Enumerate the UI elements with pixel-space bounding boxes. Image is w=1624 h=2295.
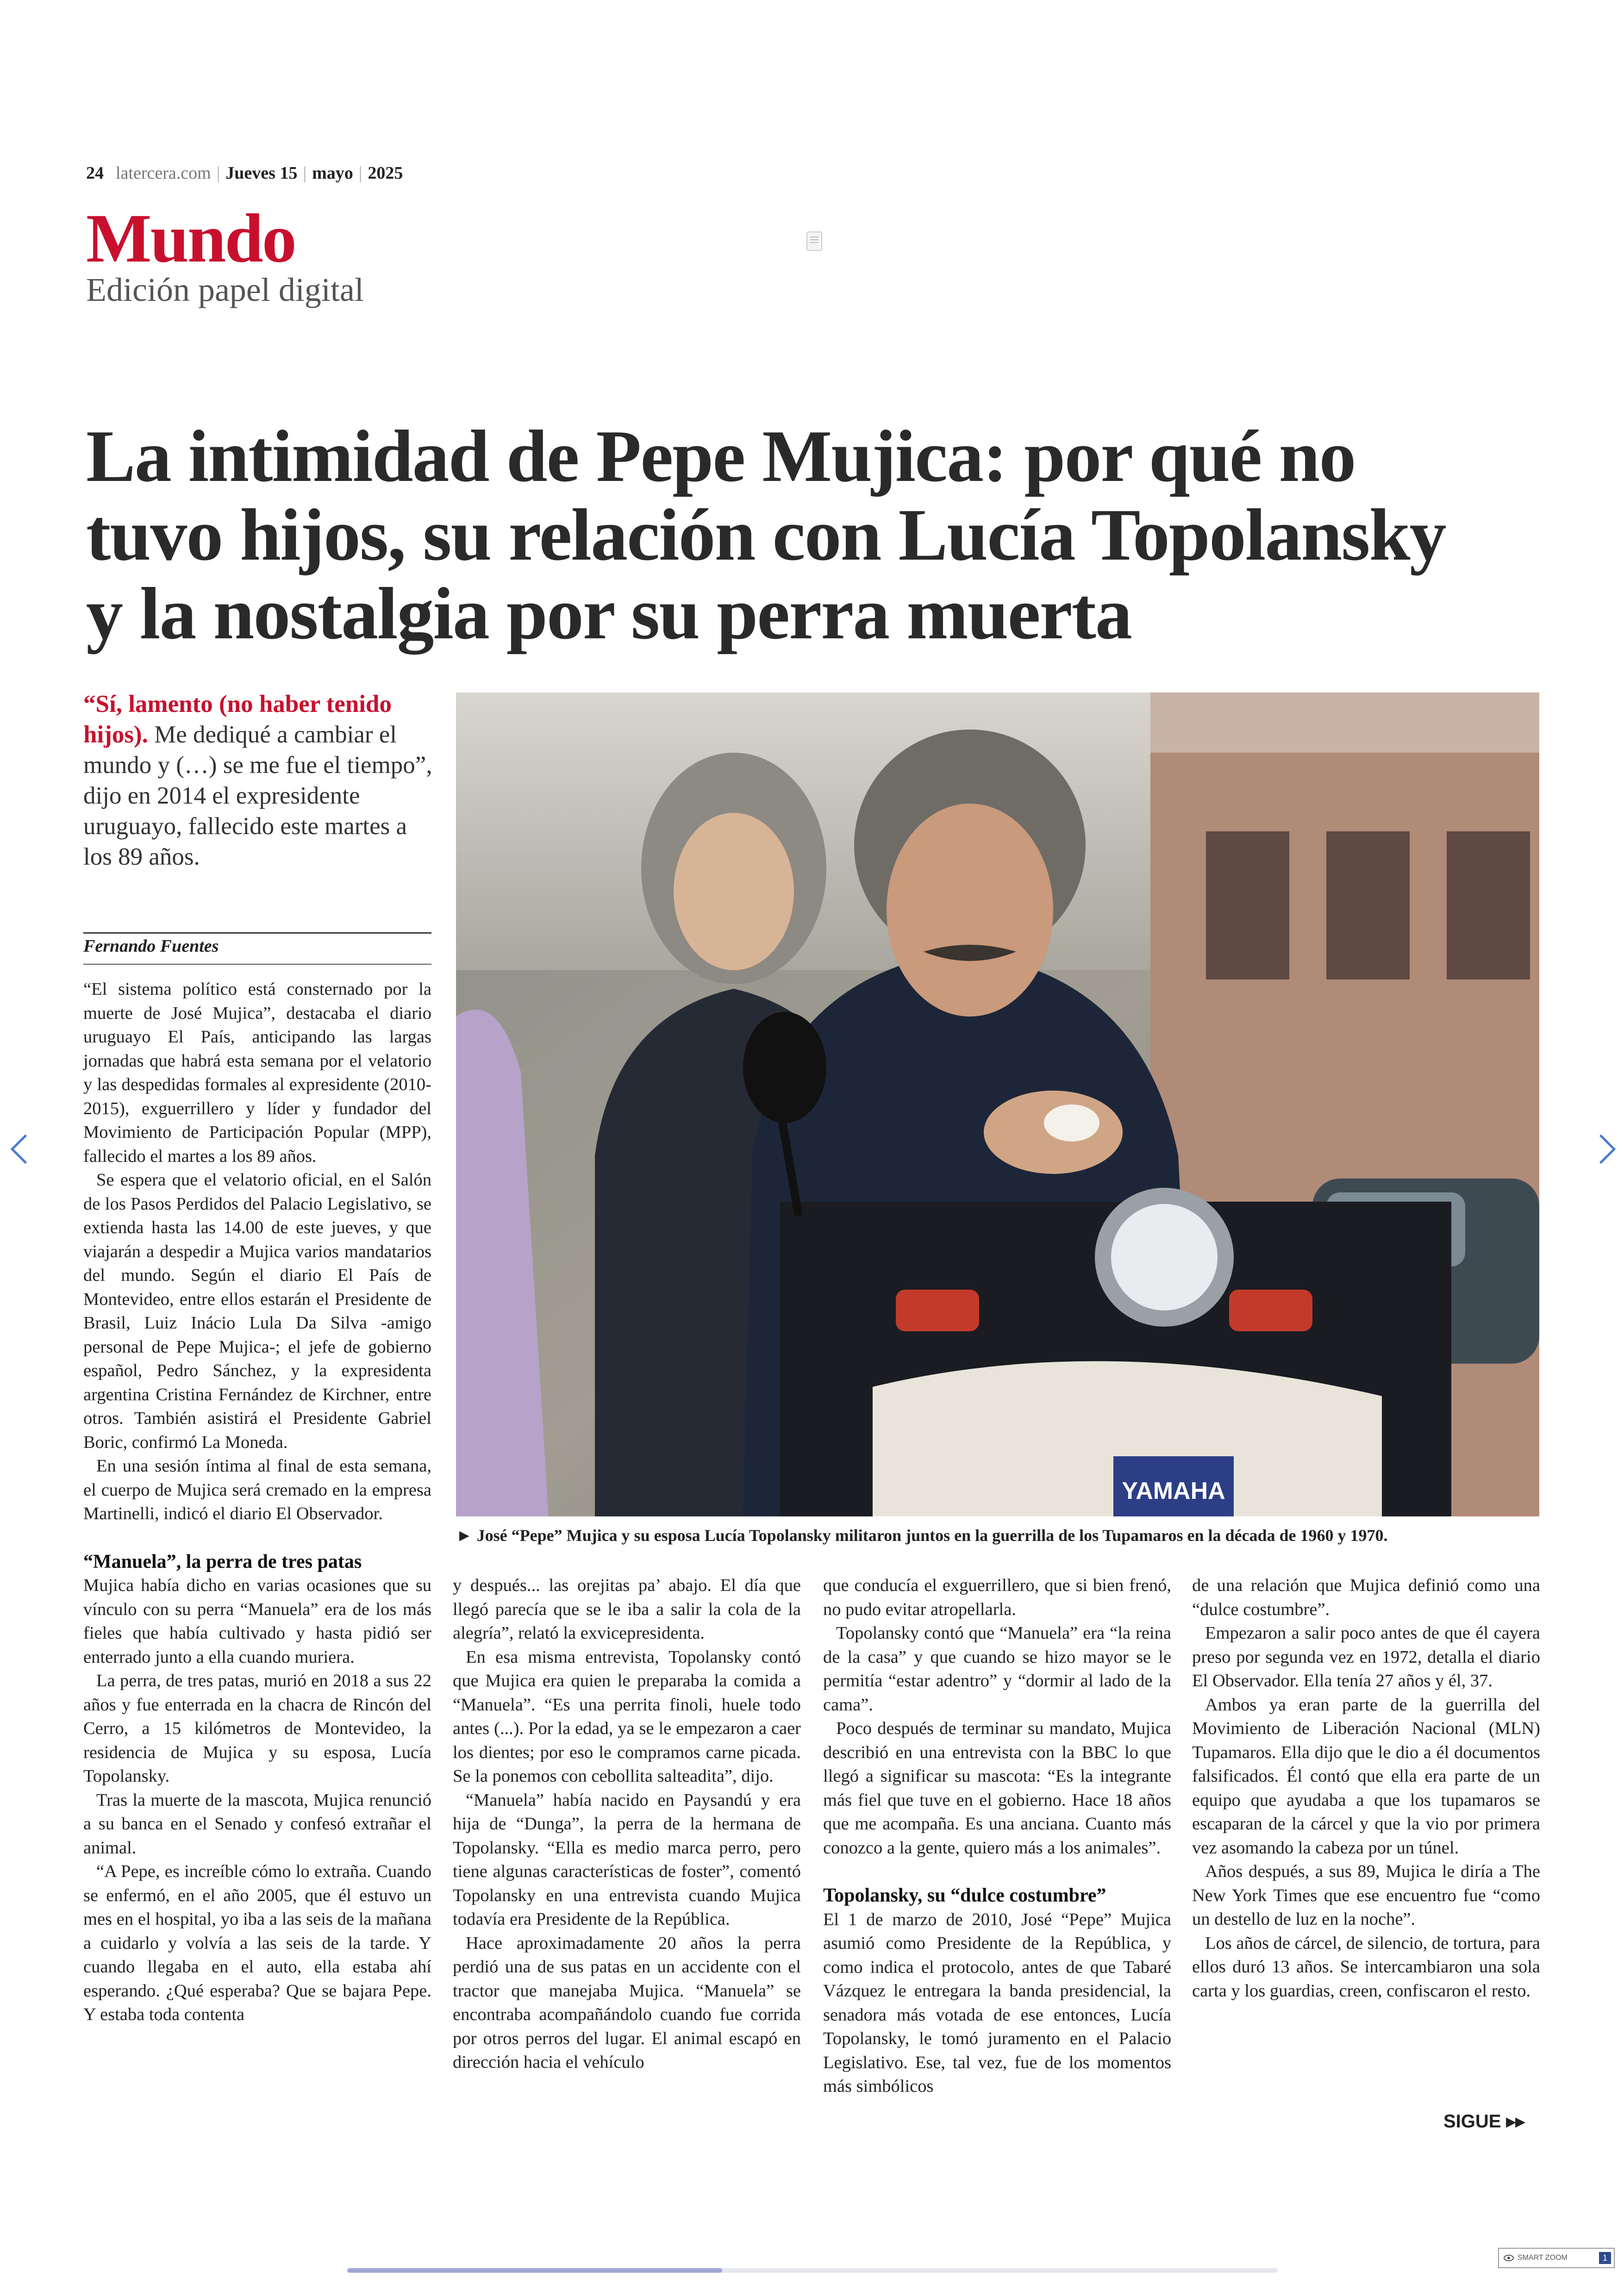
paragraph: Topolansky contó que “Manuela” era “la reina de la casa” y que cuando se hizo mayor se le permitía “estar adentro” y “dormir al lado de la cama”. xyxy=(823,1623,1171,1715)
photo-brand: YAMAHA xyxy=(1122,1478,1225,1504)
article-column-4 xyxy=(1192,1574,1540,2003)
next-page-arrow-icon[interactable] xyxy=(1587,1135,1616,1164)
photo-illustration xyxy=(456,692,1539,1516)
date-day: Jueves 15 xyxy=(225,163,298,183)
page-progress-fill xyxy=(347,2268,722,2273)
paragraph: “A Pepe, es increíble cómo lo extraña. Cuando se enfermó, en el año 2005, que él estuvo un mes en el hospital, yo iba a las seis de la mañana a cuidarlo y volvía a las seis de la tarde. Y cuando llegaba en el auto, ella estaba ahí esperando. ¿Qué esperaba? Que se bajara Pepe. Y estaba toda contenta xyxy=(83,1862,431,2024)
smart-zoom-label: SMART ZOOM xyxy=(1518,2254,1568,2262)
subheading: Topolansky, su “dulce costumbre” xyxy=(823,1885,1106,1906)
smart-zoom-page: 1 xyxy=(1599,2252,1611,2264)
edition-label: Edición papel digital xyxy=(86,271,364,308)
paragraph: de una relación que Mujica definió como una “dulce costumbre”. xyxy=(1192,1576,1540,1619)
divider xyxy=(83,964,431,965)
date-month: mayo xyxy=(312,163,353,183)
headline-line: tuvo hijos, su relación con Lucía Topolansky xyxy=(86,493,1446,576)
paragraph: En una sesión íntima al final de esta semana, el cuerpo de Mujica será cremado en la empresa Martinelli, indicó el diario El Observador. xyxy=(83,1456,431,1523)
paragraph: Empezaron a salir poco antes de que él cayera preso por segunda vez en 1972, detalla el diario El Observador. Ella tenía 27 años y él, 37. xyxy=(1192,1623,1540,1690)
eye-icon xyxy=(1504,2255,1514,2261)
paragraph: “Manuela” había nacido en Paysandú y era hija de “Dunga”, la perra de la hermana de Topolansky. “Ella es medio marca perro, pero tiene algunas características de foster”, comentó Topolansky en una entrevista cuando Mujica todavía era Presidente de la República. xyxy=(453,1790,801,1929)
divider xyxy=(83,932,431,934)
section-title: Mundo xyxy=(86,200,295,277)
article-column-3 xyxy=(823,1574,1171,2099)
paragraph: Mujica había dicho en varias ocasiones que su vínculo con su perra “Manuela” era de los más fieles que había cultivado y hasta pidió ser enterrado junto a ella cuando muriera. xyxy=(83,1576,431,1667)
previous-page-arrow-icon[interactable] xyxy=(11,1135,40,1164)
headline-line: y la nostalgia por su perra muerta xyxy=(86,572,1131,655)
paragraph: Hace aproximadamente 20 años la perra perdió una de sus patas en un accidente con el tractor que manejaba Mujica. “Manuela” se encontraba acompañándolo cuando fue corrida por otros perros del lugar. El animal escapó en dirección hacia el vehículo xyxy=(453,1933,801,2072)
deck xyxy=(83,689,435,872)
paragraph: Los años de cárcel, de silencio, de tortura, para ellos duró 13 años. Se intercambiaron una sola carta y los guardias, creen, confiscaron el resto. xyxy=(1192,1933,1540,2001)
page-number: 24 xyxy=(86,163,104,183)
article-column-2 xyxy=(453,1574,801,2075)
paragraph: La perra, de tres patas, murió en 2018 a sus 22 años y fue enterrada en la chacra de Rincón del Cerro, a 15 kilómetros de Montevideo, la residencia de Mujica y su esposa, Lucía Topolansky. xyxy=(83,1671,431,1786)
site-name: latercera.com xyxy=(116,163,211,183)
page-header: 24 latercera.com | Jueves 15 | mayo | 2025 xyxy=(86,163,403,183)
article-photo xyxy=(456,692,1539,1516)
paragraph: Años después, a sus 89, Mujica le diría a The New York Times que ese encuentro fue “como un destello de luz en la noche”. xyxy=(1192,1862,1540,1929)
article-column-1 xyxy=(83,978,431,2027)
paragraph: y después... las orejitas pa’ abajo. El día que llegó parecía que se le iba a salir la cola de la alegría”, relató la exvicepresidenta. xyxy=(453,1576,801,1643)
continue-label: SIGUE ▸▸ xyxy=(1443,2111,1525,2132)
paragraph: Se espera que el velatorio oficial, en el Salón de los Pasos Perdidos del Palacio Legislativo, se extienda hasta las 14.00 de este jueves, y que viajarán a despedir a Mujica varios mandatarios del mundo. Según el diario El País de Montevideo, entre ellos estarán el Presidente de Brasil, Luiz Inácio Lula Da Silva -amigo personal de Pepe Mujica-; el jefe de gobierno español, Pedro Sánchez, y la expresidenta argentina Cristina Fernández de Kirchner, entre otros. También asistirá el Presidente Gabriel Boric, confirmó La Moneda. xyxy=(83,1170,431,1452)
deck-quote: “Sí, lamento (no haber tenido hijos). xyxy=(83,691,392,748)
paragraph: Tras la muerte de la mascota, Mujica renunció a su banca en el Senado y confesó extrañar el animal. xyxy=(83,1790,431,1858)
deck-text: Me dediqué a cambiar el mundo y (…) se me fue el tiempo”, dijo en 2014 el expresidente uruguayo, fallecido este martes a los 89 años. xyxy=(83,721,432,870)
article-icon[interactable] xyxy=(806,231,822,251)
paragraph: Ambos ya eran parte de la guerrilla del Movimiento de Liberación Nacional (MLN) Tupamaros. Ella dijo que le dio a él documentos falsificados. Él contó que ella era parte de un equipo que ayudaba a que los tupamaros se escaparan de la cárcel y que la vio por primera vez asomando la cabeza por un túnel. xyxy=(1192,1695,1540,1858)
date-year: 2025 xyxy=(368,163,403,183)
paragraph: que conducía el exguerrillero, que si bien frenó, no pudo evitar atropellarla. xyxy=(823,1576,1171,1619)
photo-caption: ► José “Pepe” Mujica y su esposa Lucía Topolansky militaron juntos en la guerrilla de los Tupamaros en la década de 1960 y 1970. xyxy=(456,1526,1388,1545)
paragraph: “El sistema político está consternado por la muerte de José Mujica”, destacaba el diario uruguayo El País, anticipando las largas jornadas que habrá esta semana por el velatorio y las despedidas formales al expresidente (2010-2015), exguerrillero y líder y fundador del Movimiento de Participación Popular (MPP), fallecido el martes a los 89 años. xyxy=(83,979,431,1166)
paragraph: Poco después de terminar su mandato, Mujica describió en una entrevista con la BBC lo que llegó a significar su mascota: “Es la integrante más fiel que tuve en el gobierno. Hace 18 años que me acompaña. Es una anciana. Cuanto más conozco a la gente, quiero más a los animales”. xyxy=(823,1719,1171,1858)
byline: Fernando Fuentes xyxy=(83,936,219,956)
subheading: “Manuela”, la perra de tres patas xyxy=(83,1551,362,1572)
paragraph: En esa misma entrevista, Topolansky contó que Mujica era quien le preparaba la comida a “Manuela”. “Es una perrita finoli, huele todo antes (...). Por la edad, ya se le empezaron a caer los dientes; por eso le compramos carne picada. Se la ponemos con cebollita salteadita”, dijo. xyxy=(453,1647,801,1786)
headline-line: La intimidad de Pepe Mujica: por qué no xyxy=(86,415,1355,497)
headline xyxy=(86,417,1544,653)
paragraph: El 1 de marzo de 2010, José “Pepe” Mujica asumió como Presidente de la República, y como indica el protocolo, antes de que Tabaré Vázquez le entregara la banda presidencial, la senadora más votada de ese entonces, Lucía Topolansky, le tomó juramento en el Palacio Legislativo. Ese, tal vez, fue de los momentos más simbólicos xyxy=(823,1909,1171,2096)
smart-zoom-control[interactable] xyxy=(1498,2248,1615,2268)
